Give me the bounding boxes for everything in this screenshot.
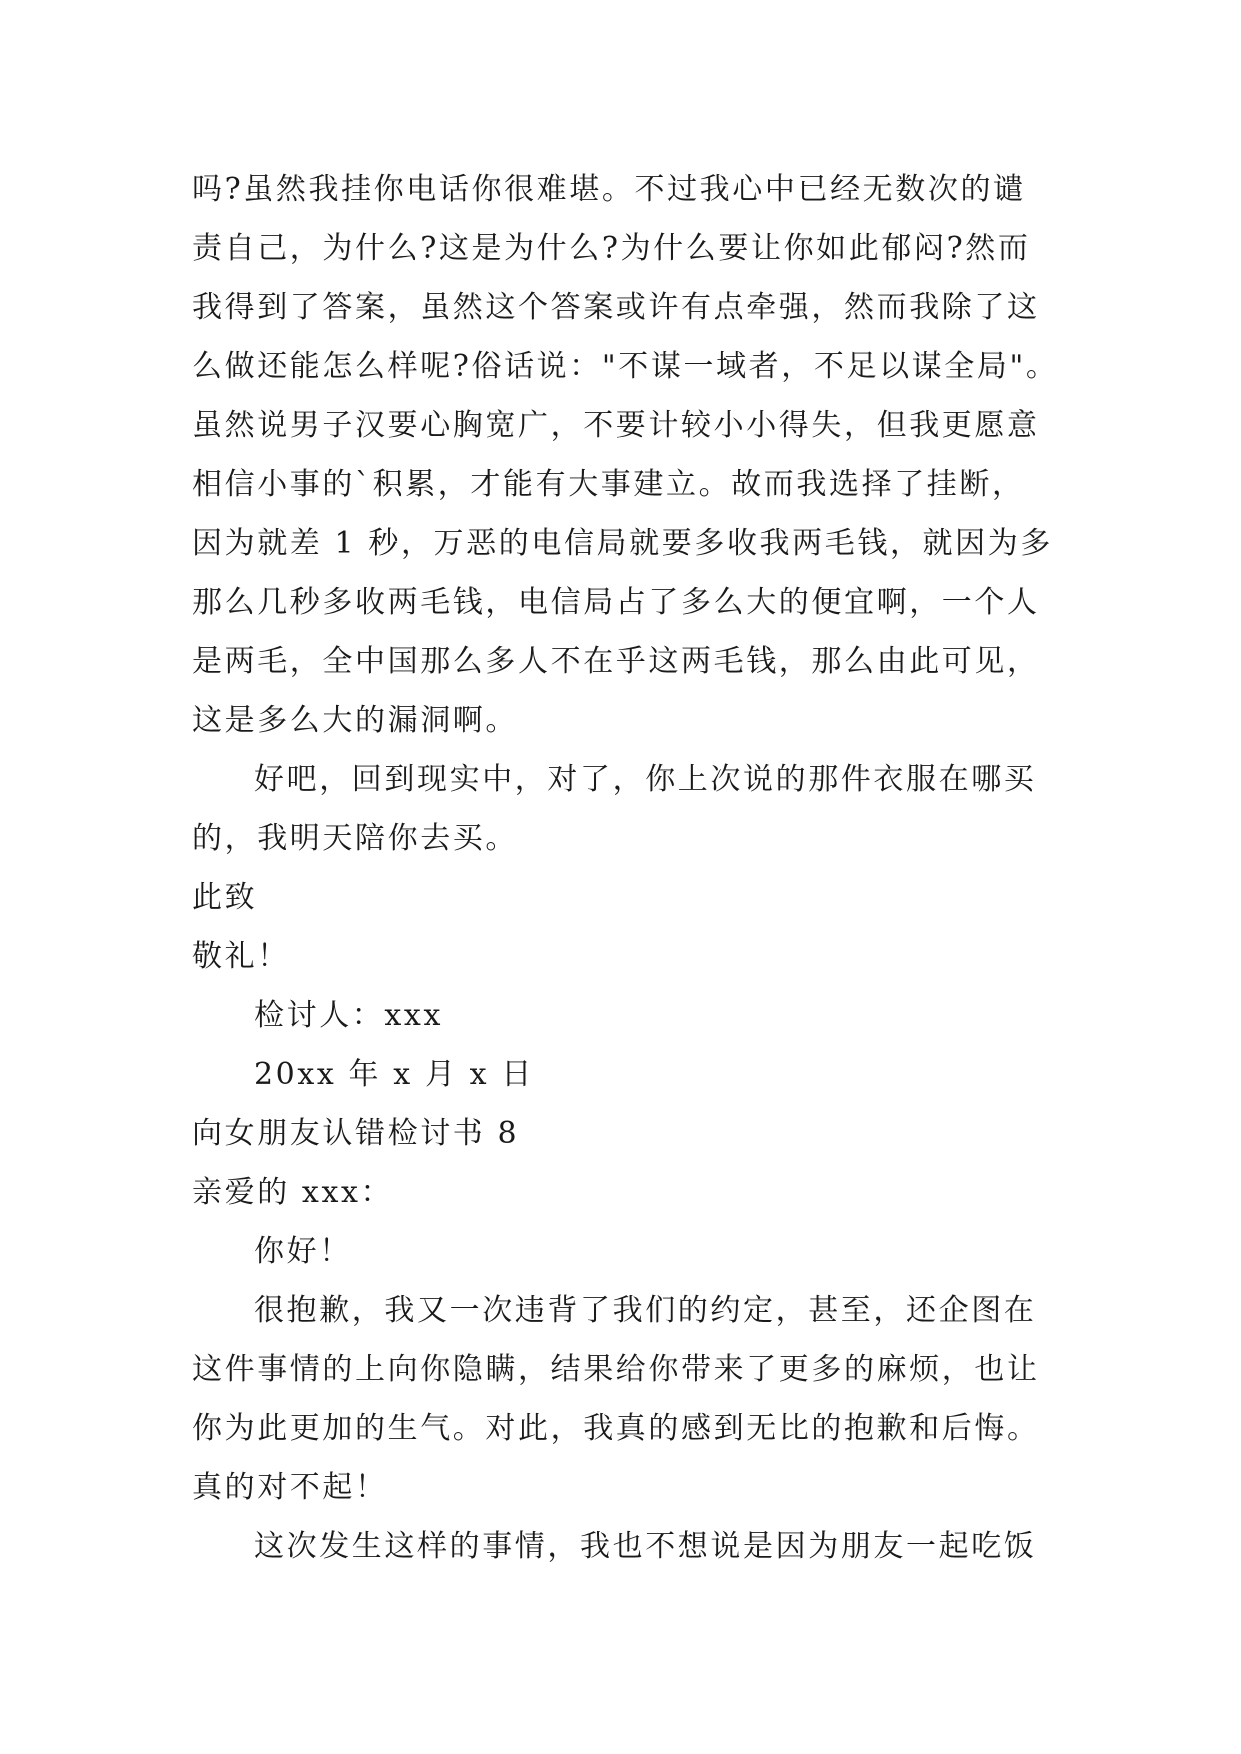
text-line: 敬礼！ — [192, 939, 290, 974]
text-line: 真的对不起！ — [192, 1470, 388, 1505]
text-line: 20xx 年 x 月 x 日 — [254, 1057, 534, 1092]
text-line: 那么几秒多收两毛钱，电信局占了多么大的便宜啊，一个人 — [192, 585, 1040, 620]
text-line: 此致 — [192, 880, 258, 915]
text-line: 我得到了答案，虽然这个答案或许有点牵强，然而我除了这 — [192, 290, 1040, 325]
text-line: 检讨人：xxx — [254, 998, 443, 1033]
text-line: 你好！ — [254, 1234, 352, 1269]
text-line: 很抱歉，我又一次违背了我们的约定，甚至，还企图在 — [254, 1293, 1037, 1328]
text-line: 么做还能怎么样呢?俗话说："不谋一域者，不足以谋全局"。 — [192, 349, 1059, 384]
text-line: 这件事情的上向你隐瞒，结果给你带来了更多的麻烦，也让 — [192, 1352, 1040, 1387]
text-line: 吗?虽然我挂你电话你很难堪。不过我心中已经无数次的谴 — [192, 172, 1026, 207]
text-line: 虽然说男子汉要心胸宽广，不要计较小小得失，但我更愿意 — [192, 408, 1040, 443]
text-line: 责自己，为什么?这是为什么?为什么要让你如此郁闷?然而 — [192, 231, 1031, 266]
text-line: 的，我明天陪你去买。 — [192, 821, 518, 856]
text-line: 是两毛，全中国那么多人不在乎这两毛钱，那么由此可见， — [192, 644, 1040, 679]
document-body — [192, 160, 1059, 1576]
text-line: 因为就差 1 秒，万恶的电信局就要多收我两毛钱，就因为多 — [192, 526, 1053, 561]
text-line: 相信小事的`积累，才能有大事建立。故而我选择了挂断， — [192, 467, 1025, 502]
text-line: 这次发生这样的事情，我也不想说是因为朋友一起吃饭 — [254, 1529, 1037, 1564]
text-line: 好吧，回到现实中，对了，你上次说的那件衣服在哪买 — [254, 762, 1037, 797]
text-line: 你为此更加的生气。对此，我真的感到无比的抱歉和后悔。 — [192, 1411, 1040, 1446]
text-line: 向女朋友认错检讨书 8 — [192, 1116, 520, 1151]
text-line: 这是多么大的漏洞啊。 — [192, 703, 518, 738]
text-line: 亲爱的 xxx： — [192, 1175, 394, 1210]
